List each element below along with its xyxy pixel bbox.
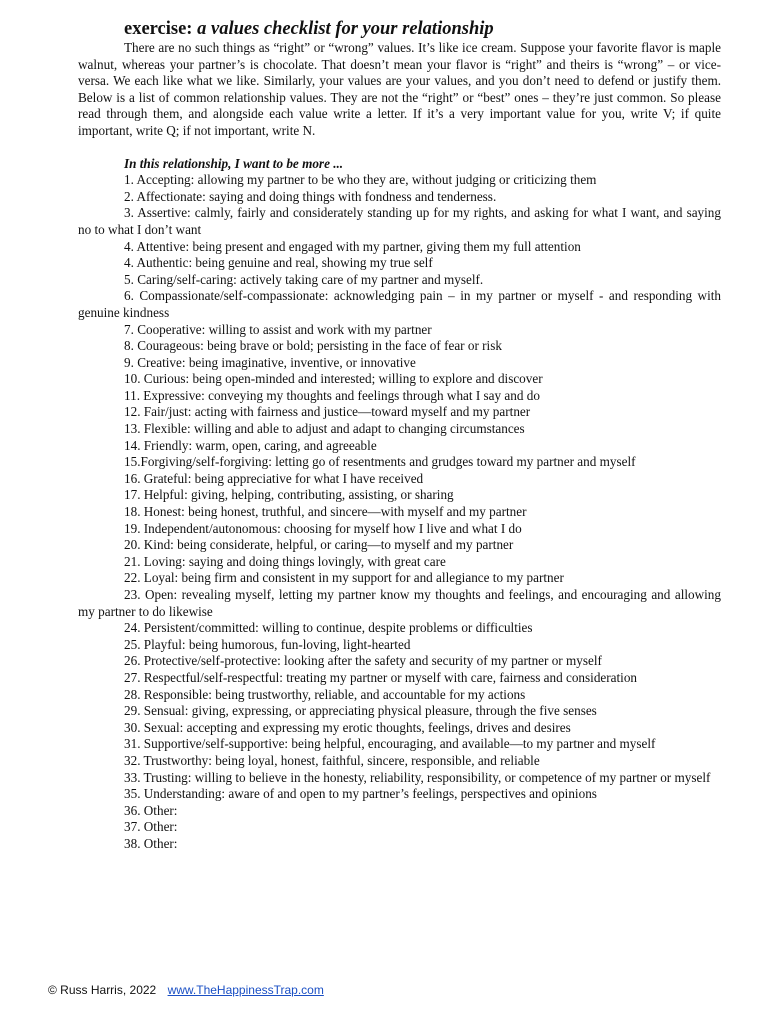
value-item: 9. Creative: being imaginative, inventive, or innovative xyxy=(124,354,416,370)
value-item: 8. Courageous: being brave or bold; persisting in the face of fear or risk xyxy=(124,338,502,354)
value-item: 12. Fair/just: acting with fairness and justice—toward myself and my partner xyxy=(124,404,531,420)
value-item: 29. Sensual: giving, expressing, or appreciating physical pleasure, through the five senses xyxy=(124,703,597,719)
value-item: 6. Compassionate/self-compassionate: acknowledging pain – in my partner or myself - and responding with genuine kindness xyxy=(78,288,721,320)
value-item-other: 37. Other: xyxy=(124,819,178,835)
value-item: 7. Cooperative: willing to assist and work with my partner xyxy=(124,321,432,337)
page-title xyxy=(124,18,721,40)
value-item: 24. Persistent/committed: willing to continue, despite problems or difficulties xyxy=(124,620,533,636)
value-item: 35. Understanding: aware of and open to my partner’s feelings, perspectives and opinions xyxy=(124,786,597,802)
value-item: 14. Friendly: warm, open, caring, and agreeable xyxy=(124,437,377,453)
value-item-other: 36. Other: xyxy=(124,802,178,818)
value-item: 4. Authentic: being genuine and real, showing my true self xyxy=(124,255,433,271)
value-item: 31. Supportive/self-supportive: being helpful, encouraging, and available—to my partner and myself xyxy=(124,736,656,752)
value-item: 27. Respectful/self-respectful: treating my partner or myself with care, fairness and consideration xyxy=(124,669,638,685)
value-item: 25. Playful: being humorous, fun-loving, light-hearted xyxy=(124,636,411,652)
value-item: 10. Curious: being open-minded and interested; willing to explore and discover xyxy=(124,371,543,387)
value-item: 4. Attentive: being present and engaged with my partner, giving them my full attention xyxy=(124,238,581,254)
value-item: 33. Trusting: willing to believe in the honesty, reliability, responsibility, or competence of my partner or myself xyxy=(124,769,711,785)
value-item: 32. Trustworthy: being loyal, honest, faithful, sincere, responsible, and reliable xyxy=(124,752,540,768)
title-subtitle: a values checklist for your relationship xyxy=(197,19,494,39)
value-item: 22. Loyal: being firm and consistent in my support for and allegiance to my partner xyxy=(124,570,564,586)
value-item: 20. Kind: being considerate, helpful, or caring—to myself and my partner xyxy=(124,537,514,553)
value-item: 5. Caring/self-caring: actively taking care of my partner and myself. xyxy=(124,271,484,287)
website-link[interactable]: www.TheHappinessTrap.com xyxy=(167,983,324,997)
value-item: 17. Helpful: giving, helping, contributing, assisting, or sharing xyxy=(124,487,454,503)
value-item: 1. Accepting: allowing my partner to be who they are, without judging or criticizing them xyxy=(124,172,597,188)
value-item: 19. Independent/autonomous: choosing for myself how I live and what I do xyxy=(124,520,522,536)
value-item: 15.Forgiving/self-forgiving: letting go of resentments and grudges toward my partner and myself xyxy=(124,454,636,470)
value-item: 26. Protective/self-protective: looking after the safety and security of my partner or myself xyxy=(124,653,602,669)
copyright-notice: © Russ Harris, 2022 xyxy=(48,983,157,997)
value-item: 11. Expressive: conveying my thoughts and feelings through what I say and do xyxy=(124,387,540,403)
value-item: 21. Loving: saying and doing things lovingly, with great care xyxy=(124,553,446,569)
values-checklist xyxy=(78,172,721,852)
value-item: 13. Flexible: willing and able to adjust and adapt to changing circumstances xyxy=(124,421,525,437)
worksheet-page xyxy=(78,18,721,853)
value-item: 28. Responsible: being trustworthy, reliable, and accountable for my actions xyxy=(124,686,526,702)
value-item: 23. Open: revealing myself, letting my partner know my thoughts and feelings, and encouraging and allowing my partner to do likewise xyxy=(78,587,721,619)
intro-paragraph: There are no such things as “right” or “wrong” values. It’s like ice cream. Suppose your favorite flavor is maple walnut, whereas your partner’s is chocolate. That doesn’t mean your flavor is “right” and theirs is “wrong” – or vice-versa. We each like what we like. Similarly, your values are your values, and you don’t need to defend or justify them. Below is a list of common relationship values. They are not the “right” or “best” ones – they’re just common. So please read through them, and alongside each value write a letter. If it’s a very important value for you, write V; if quite important, write Q; if not important, write N. xyxy=(78,40,721,138)
title-label: exercise: xyxy=(124,19,193,39)
value-item: 16. Grateful: being appreciative for what I have received xyxy=(124,470,424,486)
page-footer xyxy=(48,983,324,997)
value-item: 3. Assertive: calmly, fairly and considerately standing up for my rights, and asking for what I want, and saying no to what I don’t want xyxy=(78,205,721,237)
value-item: 2. Affectionate: saying and doing things with fondness and tenderness. xyxy=(124,188,497,204)
value-item: 30. Sexual: accepting and expressing my erotic thoughts, feelings, drives and desires xyxy=(124,719,571,735)
value-item: 18. Honest: being honest, truthful, and sincere—with myself and my partner xyxy=(124,504,527,520)
checklist-lead: In this relationship, I want to be more ... xyxy=(124,155,344,171)
value-item-other: 38. Other: xyxy=(124,835,178,851)
